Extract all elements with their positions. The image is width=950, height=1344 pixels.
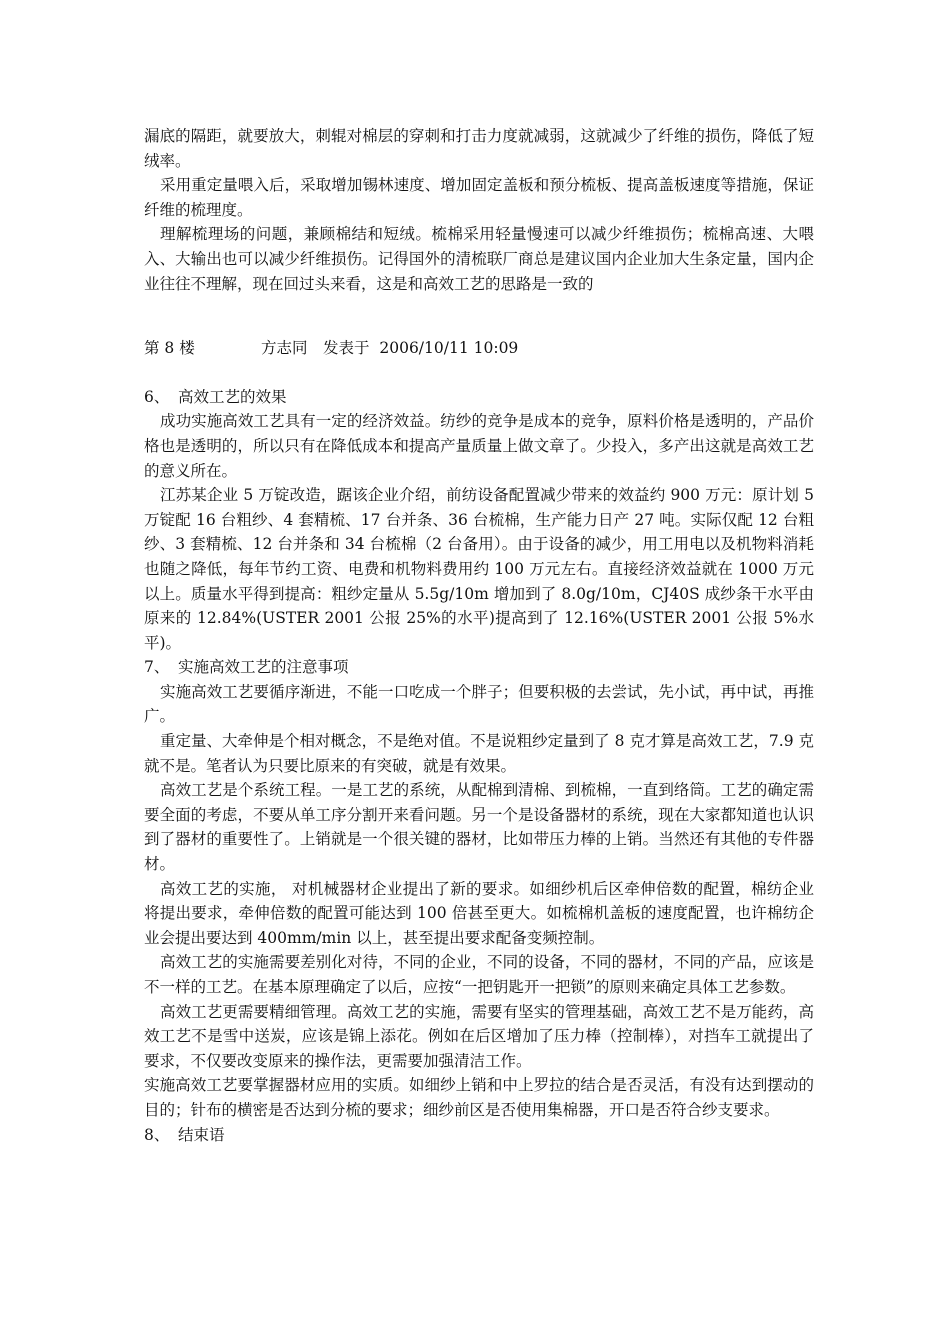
section-6-number: 6、 — [144, 387, 170, 406]
section-7-paragraph-4: 高效工艺的实施， 对机械器材企业提出了新的要求。如细纱机后区牵伸倍数的配置，棉纺企业将提出要求，牵伸倍数的配置可能达到 100 倍甚至更大。如梳棉机盖板的速度配置，也许棉纺企业会提出要达到 400mm/min 以上，甚至提出要求配备变频控制。 — [144, 879, 814, 947]
section-7-paragraph-1: 实施高效工艺要循序渐进，不能一口吃成一个胖子；但要积极的去尝试，先小试，再中试，再推广。 — [144, 682, 814, 726]
spacer — [144, 361, 814, 385]
section-7-title: 实施高效工艺的注意事项 — [178, 658, 349, 677]
section-8-title: 结束语 — [178, 1125, 225, 1144]
section-6-paragraph-2: 江苏某企业 5 万锭改造，踞该企业介绍，前纺设备配置减少带来的效益约 900 万元：原计划 5 万锭配 16 台粗纱、4 套精梳、17 台并条、36 台梳棉，生产能力日产 27 吨。实际仅配 12 台粗纱、3 套精梳、12 台并条和 34 台梳棉（2 台备用）。由于设备的减少，用工用电以及机物料消耗也随之降低，每年节约工资、电费和机物料费用约 100 万元左右。直接经济效益就在 1000 万元以上。质量水平得到提高：粗纱定量从 5.5g/10m 增加到了 8.0g/10m，CJ40S 成纱条干水平由原来的 12.84%(USTER 2001 公报 25%的水平)提高到了 12.16%(USTER 2001 公报 5%水平)。 — [144, 486, 814, 652]
section-7-heading — [144, 655, 814, 680]
section-8-number: 8、 — [144, 1125, 170, 1144]
section-7-number: 7、 — [144, 658, 170, 677]
section-6-heading — [144, 385, 814, 410]
post-author-date: 方志同 发表于 2006/10/11 10:09 — [261, 339, 519, 358]
intro-paragraph-2: 采用重定量喂入后，采取增加锡林速度、增加固定盖板和预分梳板、提高盖板速度等措施，保证纤维的梳理度。 — [144, 176, 814, 219]
section-7-paragraph-3: 高效工艺是个系统工程。一是工艺的系统，从配棉到清棉、到梳棉，一直到络筒。工艺的确定需要全面的考虑，不要从单工序分割开来看问题。另一个是设备器材的系统，现在大家都知道也认识到了器材的重要性了。上销就是一个很关键的器材，比如带压力棒的上销。当然还有其他的专件器材。 — [144, 781, 814, 874]
section-6-paragraph-1: 成功实施高效工艺具有一定的经济效益。纺纱的竞争是成本的竞争，原料价格是透明的，产品价格也是透明的，所以只有在降低成本和提高产量质量上做文章了。少投入，多产出这就是高效工艺的意义所在。 — [144, 412, 814, 480]
section-7-paragraph-2: 重定量、大牵伸是个相对概念，不是绝对值。不是说粗纱定量到了 8 克才算是高效工艺，7.9 克就不是。笔者认为只要比原来的有突破，就是有效果。 — [144, 732, 814, 775]
section-7-paragraph-7: 实施高效工艺要掌握器材应用的实质。如细纱上销和中上罗拉的结合是否灵活，有没有达到摆动的目的；针布的横密是否达到分梳的要求；细纱前区是否使用集棉器，开口是否符合纱支要求。 — [144, 1076, 814, 1119]
section-6-title: 高效工艺的效果 — [178, 387, 287, 406]
spacer — [144, 296, 814, 336]
floor-number: 第 8 楼 — [144, 339, 195, 358]
section-8-heading — [144, 1123, 814, 1148]
section-7-paragraph-5: 高效工艺的实施需要差别化对待，不同的企业，不同的设备，不同的器材，不同的产品，应该是不一样的工艺。在基本原理确定了以后，应按“一把钥匙开一把锁”的原则来确定具体工艺参数。 — [144, 953, 814, 996]
intro-paragraph-1: 漏底的隔距，就要放大，刺辊对棉层的穿刺和打击力度就减弱，这就减少了纤维的损伤，降低了短绒率。 — [144, 127, 814, 170]
document-page — [144, 124, 814, 1147]
section-7-paragraph-6: 高效工艺更需要精细管理。高效工艺的实施，需要有坚实的管理基础，高效工艺不是万能药，高效工艺不是雪中送炭，应该是锦上添花。例如在后区增加了压力棒（控制棒），对挡车工就提出了要求，不仅要改变原来的操作法，更需要加强清洁工作。 — [144, 1002, 814, 1070]
intro-paragraph-3: 理解梳理场的问题，兼顾棉结和短绒。梳棉采用轻量慢速可以减少纤维损伤；梳棉高速、大喂入、大输出也可以减少纤维损伤。记得国外的清梳联厂商总是建议国内企业加大生条定量，国内企业往往不理解，现在回过头来看，这是和高效工艺的思路是一致的 — [144, 225, 814, 293]
post-header — [144, 336, 814, 361]
